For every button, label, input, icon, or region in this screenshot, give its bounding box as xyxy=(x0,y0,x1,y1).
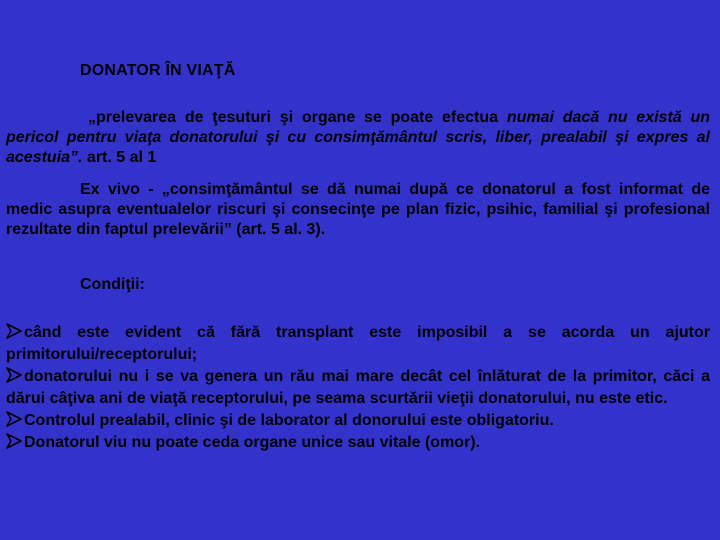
arrowhead-bullet-icon xyxy=(6,433,22,449)
quote-text: „prelevarea de ţesuturi şi organe se poate efectua xyxy=(88,109,507,126)
article-reference: art. 5 al 1 xyxy=(82,149,157,166)
quote-italic-text: numai dacă nu există un pericol pentru viaţa donatorului şi cu consimţământul scris, liber, prealabil şi expres al acestuia”. xyxy=(6,109,710,166)
arrowhead-bullet-icon xyxy=(6,323,22,339)
ex-vivo-paragraph: Ex vivo - „consimţământul se dă numai după ce donatorul a fost informat de medic asupra eventualelor riscuri şi consecinţe pe plan fizic, psihic, familial şi profesional rezultate din faptul prelevării” (art. 5 al. 3). xyxy=(6,181,710,238)
list-item xyxy=(6,410,710,432)
arrowhead-bullet-icon xyxy=(6,411,22,427)
list-item-text: donatorului nu i se va genera un rău mai mare decât cel înlăturat de la primitor, căci a dărui câţiva ani de viaţă receptorului, pe seama scurtării vieţii donatorului, nu este etic. xyxy=(6,368,710,407)
slide-title: DONATOR ÎN VIAŢĂ xyxy=(80,62,236,79)
list-item xyxy=(6,366,710,410)
arrowhead-bullet-icon xyxy=(6,367,22,383)
list-item-text: Donatorul viu nu poate ceda organe unice sau vitale (omor). xyxy=(24,434,481,451)
list-item xyxy=(6,322,710,366)
list-item-text: când este evident că fără transplant este imposibil a se acorda un ajutor primitorului/receptorului; xyxy=(6,324,710,363)
list-item-text: Controlul prealabil, clinic şi de laborator al donorului este obligatoriu. xyxy=(24,412,554,429)
conditions-list xyxy=(6,322,710,454)
conditions-heading: Condiţii: xyxy=(80,276,145,293)
list-item xyxy=(6,432,710,454)
quote-paragraph xyxy=(6,108,710,168)
